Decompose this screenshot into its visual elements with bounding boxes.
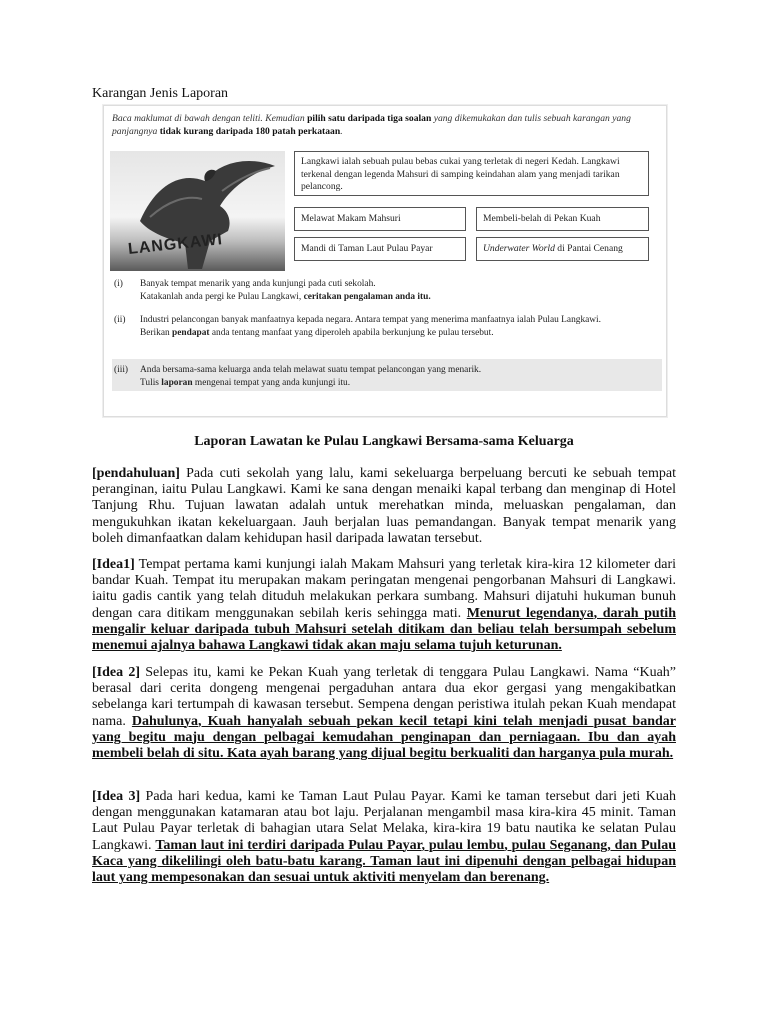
instruction-text: yang dikemukakan dan tulis sebuah karangan yang panjangnya — [112, 113, 631, 137]
paragraph-underlined: Dahulunya, Kuah hanyalah sebuah pekan kecil tetapi kini telah menjadi pusat bandar yang begitu maju dengan pelbagai kemudahan penginapan dan perniagaan. Ibu dan ayah membeli belah di situ. Kata ayah barang yang dijual begitu berkualiti dan harganya pula murah. — [92, 713, 676, 762]
question-bold: pendapat — [172, 327, 210, 338]
question-number: (i) — [114, 279, 123, 289]
option-box: Membeli-belah di Pekan Kuah — [476, 207, 649, 231]
question-text: Berikan — [140, 327, 170, 338]
paragraph-underlined: Menurut legendanya, darah putih mengalir keluar daripada tubuh Mahsuri setelah ditikam dan beliau telah bersumpah sebelum menemui ajalnya bahawa Langkawi tidak akan maju selama tujuh keturunan. — [92, 605, 676, 654]
option-box: Mandi di Taman Laut Pulau Payar — [294, 237, 466, 261]
photo-sign: LANGKAWI — [127, 231, 224, 258]
paragraph-label: [Idea 3] — [92, 789, 141, 804]
paragraph-underlined: Taman laut ini terdiri daripada Pulau Payar, pulau lembu, pulau Seganang, dan Pulau Kaca yang dikelilingi oleh batu-batu karang. Taman laut ini dipenuhi dengan pelbagai hidupan laut yang mempesonakan dan sesuai untuk aktiviti menyelam dan berenang. — [92, 837, 676, 886]
question-text: Industri pelancongan banyak manfaatnya kepada negara. Antara tempat yang menerima manfaatnya ialah Pulau Langkawi. — [140, 315, 602, 325]
paragraph-label: [Idea1] — [92, 557, 135, 572]
paragraph-idea-3 — [92, 789, 676, 886]
paragraph-introduction — [92, 466, 676, 547]
paragraph-text: Pada hari kedua, kami ke Taman Laut Pulau Payar. Kami ke taman tersebut dari jeti Kuah dengan menggunakan katamaran atau bot laju. Perjalanan mengambil masa kira-kira 45 minit. Taman Laut Pulau Payar terletak di bahagian utara Selat Melaka, kira-kira 19 batu nautika ke selatan Pulau Langkawi. — [92, 789, 676, 853]
paragraph-label: [Idea 2] — [92, 665, 141, 680]
paragraph-idea-1 — [92, 557, 676, 654]
paragraph-idea-2 — [92, 665, 676, 762]
essay-title: Laporan Lawatan ke Pulau Langkawi Bersama-sama Keluarga — [194, 434, 574, 449]
question-number: (iii) — [114, 365, 129, 375]
paragraph-text: Tempat pertama kami kunjungi ialah Makam Mahsuri yang terletak kira-kira 12 kilometer dari bandar Kuah. Tempat itu merupakan makam peringatan mengenai pengorbanan Mahsuri di Langkawi. iaitu gadis cantik yang telah dituduh melakukan perkara sumbang. Mahsuri dijatuhi hukuman bunuh dengan cara ditikam menggunakan sebilah keris sehingga mati. — [92, 557, 676, 621]
description-box: Langkawi ialah sebuah pulau bebas cukai yang terletak di negeri Kedah. Langkawi terkenal dengan legenda Mahsuri di samping keindahan alam yang menjadi tarikan pelancong. — [294, 151, 649, 196]
instruction-bold: pilih satu daripada tiga soalan — [307, 113, 432, 124]
option-box — [476, 237, 649, 261]
question-text: Tulis — [140, 377, 159, 388]
page-heading: Karangan Jenis Laporan — [92, 86, 229, 101]
option-italic: Underwater World — [483, 243, 555, 254]
question-box — [103, 105, 667, 417]
instructions — [112, 112, 657, 138]
paragraph-text: Pada cuti sekolah yang lalu, kami sekeluarga berpeluang bercuti ke sebuah tempat peranginan, iaitu Pulau Langkawi. Kami ke sana dengan menaiki kapal terbang dan menginap di Hotel Tanjung Rhu. Tujuan lawatan adalah untuk merehatkan minda, meluaskan pengalaman, dan mengukuhkan ikatan kekeluargaan. Jauh berjalan luas pemandangan. Banyak tempat menarik yang boleh dimanfaatkan dalam kehidupan hasil daripada lawatan tersebut. — [92, 466, 676, 546]
question-text: Anda bersama-sama keluarga anda telah melawat suatu tempat pelancongan yang menarik. — [140, 365, 482, 375]
paragraph-label: [pendahuluan] — [92, 466, 180, 481]
question-text: mengenai tempat yang anda kunjungi itu. — [194, 377, 351, 388]
question-bold: laporan — [161, 377, 193, 388]
question-text: anda tentang manfaat yang diperoleh apabila berkunjung ke pulau tersebut. — [211, 327, 494, 338]
question-number: (ii) — [114, 315, 126, 325]
question-text: Katakanlah anda pergi ke Pulau Langkawi, — [140, 291, 302, 302]
instruction-text: . — [340, 126, 343, 137]
option-text: di Pantai Cenang — [554, 243, 623, 254]
langkawi-eagle-photo — [110, 151, 285, 271]
option-box: Melawat Makam Mahsuri — [294, 207, 466, 231]
question-text: Banyak tempat menarik yang anda kunjungi pada cuti sekolah. — [140, 279, 376, 289]
paragraph-text: Selepas itu, kami ke Pekan Kuah yang terletak di tenggara Pulau Langkawi. Nama “Kuah” berasal dari cerita dongeng mengenai pergaduhan antara dua ekor gergasi yang mengakibatkan sebelanga kari tertumpah di kawasan tersebut. Sempena dengan peristiwa itulah pekan Kuah mendapat nama. — [92, 665, 676, 729]
question-bold: ceritakan pengalaman anda itu. — [303, 291, 431, 302]
instruction-text: Baca maklumat di bawah dengan teliti. Kemudian — [112, 113, 305, 124]
instruction-bold: tidak kurang daripada 180 patah perkataan — [159, 126, 341, 137]
